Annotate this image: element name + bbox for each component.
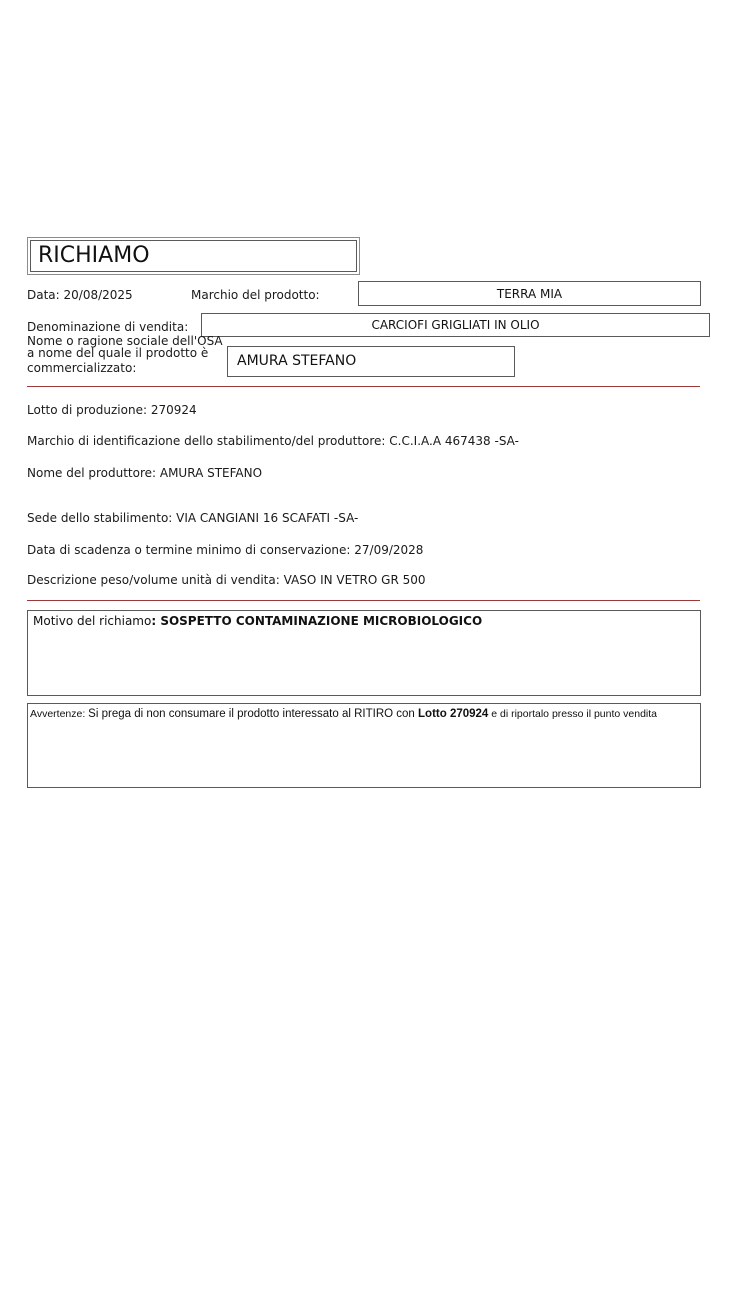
warning-text [30,707,690,721]
brand-field [358,281,701,306]
osa-field [227,346,515,377]
plant-text: Sede dello stabilimento: VIA CANGIANI 16 SCAFATI -SA- [27,511,359,525]
title-box [27,237,360,275]
expiry-text: Data di scadenza o termine minimo di conservazione: 27/09/2028 [27,543,424,557]
reason-box [27,610,701,696]
title-inner-frame [30,240,357,272]
reason-label: Motivo del richiamo [33,614,152,628]
sales-name-value: CARCIOFI GRIGLIATI IN OLIO [371,318,540,332]
page-title: RICHIAMO [38,243,150,268]
osa-label-line3: commercializzato: [27,361,137,375]
warning-lot: Lotto 270924 [418,708,489,720]
osa-label-line1: Nome o ragione sociale dell'OSA [27,334,223,348]
lot-text: Lotto di produzione: 270924 [27,403,197,417]
reason-line [33,614,482,628]
osa-label-line2: a nome del quale il prodotto è [27,346,209,360]
reason-value: : SOSPETTO CONTAMINAZIONE MICROBIOLOGICO [151,614,483,628]
producer-text: Nome del produttore: AMURA STEFANO [27,466,263,480]
warning-part1: Avvertenze: [30,708,89,720]
weight-text: Descrizione peso/volume unità di vendita: VASO IN VETRO GR 500 [27,573,426,587]
warning-part2: Si prega di non consumare il prodotto interessato al RITIRO con [88,708,419,720]
divider-bottom [27,600,700,601]
brand-label: Marchio del prodotto: [191,288,320,302]
date-text: Data: 20/08/2025 [27,288,133,302]
sales-name-field [201,313,710,337]
warning-box [27,703,701,788]
sales-name-label: Denominazione di vendita: [27,320,189,334]
osa-value: AMURA STEFANO [237,353,357,369]
id-mark-text: Marchio di identificazione dello stabilimento/del produttore: C.C.I.A.A 467438 -SA- [27,434,519,448]
divider-top [27,386,700,387]
warning-part3: e di riportalo presso il punto vendita [488,708,658,720]
brand-value: TERRA MIA [496,286,563,301]
